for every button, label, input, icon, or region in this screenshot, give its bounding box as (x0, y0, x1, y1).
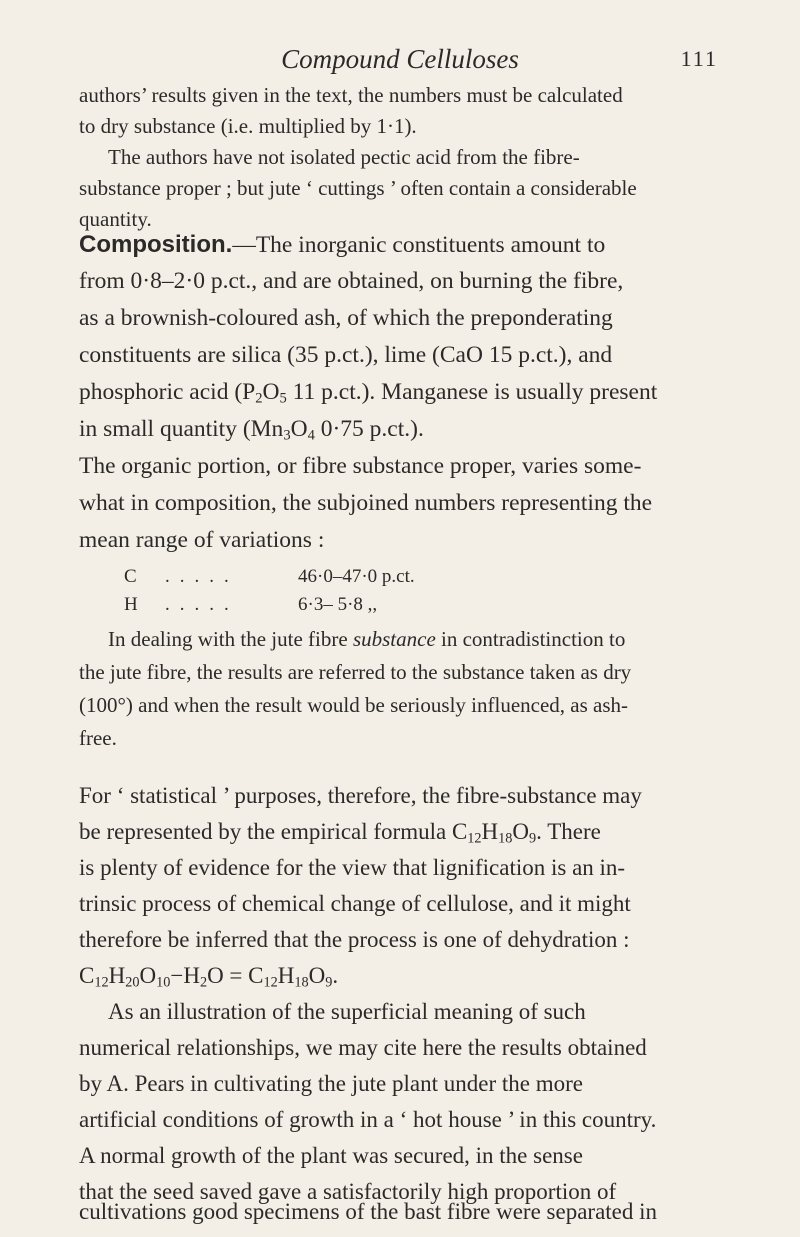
text-line: that the seed saved gave a satisfactorily high proportion of (79, 1179, 617, 1204)
element-symbol: C (124, 566, 137, 587)
text-line: As an illustration of the superficial meaning of such (108, 999, 586, 1024)
text-line-formula: phosphoric acid ($P_2O_5$ 11 p.ct.). Manganese is usually present (79, 379, 658, 407)
text-line: For ‘ statistical ’ purposes, therefore, the fibre-substance may (79, 783, 642, 808)
text-line: the jute fibre, the results are referred to the substance taken as dry (79, 660, 632, 684)
text-line: substance proper ; but jute ‘ cuttings ’ often contain a considerable (79, 176, 637, 200)
table-row (79, 591, 724, 619)
text-line: is plenty of evidence for the view that lignification is an in- (79, 855, 626, 880)
element-range: 46·0–47·0 p.ct. (298, 566, 415, 587)
text-line: quantity. (79, 207, 152, 231)
text-line: free. (79, 726, 117, 750)
element-symbol: H (124, 594, 138, 615)
running-title: Compound Celluloses (281, 44, 519, 74)
text-line: by A. Pears in cultivating the jute plant under the more (79, 1071, 583, 1096)
text-line: trinsic process of chemical change of cellulose, and it might (79, 891, 631, 916)
text-line: The organic portion, or fibre substance proper, varies some- (79, 453, 642, 479)
text-line-formula: be represented by the empirical formula $C_{12}H_{18}O_9$. There (79, 819, 601, 847)
text-line: as a brownish-coloured ash, of which the preponderating (79, 305, 613, 331)
paragraph-intro (79, 80, 724, 235)
text-line: In dealing with the jute fibre substance in contradistinction to (108, 627, 626, 651)
text-line: artificial conditions of growth in a ‘ hot house ’ in this country. (79, 1107, 657, 1132)
emphasis: substance (352, 627, 436, 651)
paragraph-substance (79, 623, 724, 755)
text-line: (100°) and when the result would be seriously influenced, as ash- (79, 693, 629, 717)
leader-dots: ..... (165, 566, 239, 587)
paragraph-formula (79, 778, 724, 994)
paragraph-composition (79, 226, 724, 559)
chemical-equation: $C_{12}H_{20}O_{10}-H_2O = C_{12}H_{18}O_9$. (79, 963, 339, 991)
paragraph-illustration-tail (79, 1198, 724, 1225)
text-line: numerical relationships, we may cite here the results obtained (79, 1035, 647, 1060)
text-line: The authors have not isolated pectic acid from the fibre- (108, 145, 580, 169)
text-line: cultivations good specimens of the bast fibre were separated in (79, 1199, 658, 1224)
text-line: to dry substance (i.e. multiplied by 1·1). (79, 114, 417, 138)
section-heading: Composition. (79, 231, 233, 258)
text-line: A normal growth of the plant was secured, in the sense (79, 1143, 583, 1168)
page-header (0, 44, 800, 80)
composition-table (79, 563, 724, 619)
text-line: authors’ results given in the text, the numbers must be calculated (79, 83, 623, 107)
text-line: what in composition, the subjoined numbers representing the (79, 490, 653, 516)
page-number: 111 (680, 46, 718, 71)
text-line: constituents are silica (35 p.ct.), lime (CaO 15 p.ct.), and (79, 342, 613, 368)
text-line: from 0·8–2·0 p.ct., and are obtained, on burning the fibre, (79, 268, 624, 294)
text-span: —The inorganic constituents amount to (232, 232, 606, 258)
table-row (79, 563, 724, 591)
text-line: therefore be inferred that the process is one of dehydration : (79, 927, 630, 952)
leader-dots: ..... (165, 594, 239, 615)
text-line-formula: in small quantity ($Mn_3O_4$ 0·75 p.ct.). (79, 416, 424, 444)
text-line: mean range of variations : (79, 527, 325, 553)
element-range: 6·3– 5·8 ,, (298, 594, 378, 615)
paragraph-illustration (79, 994, 724, 1210)
